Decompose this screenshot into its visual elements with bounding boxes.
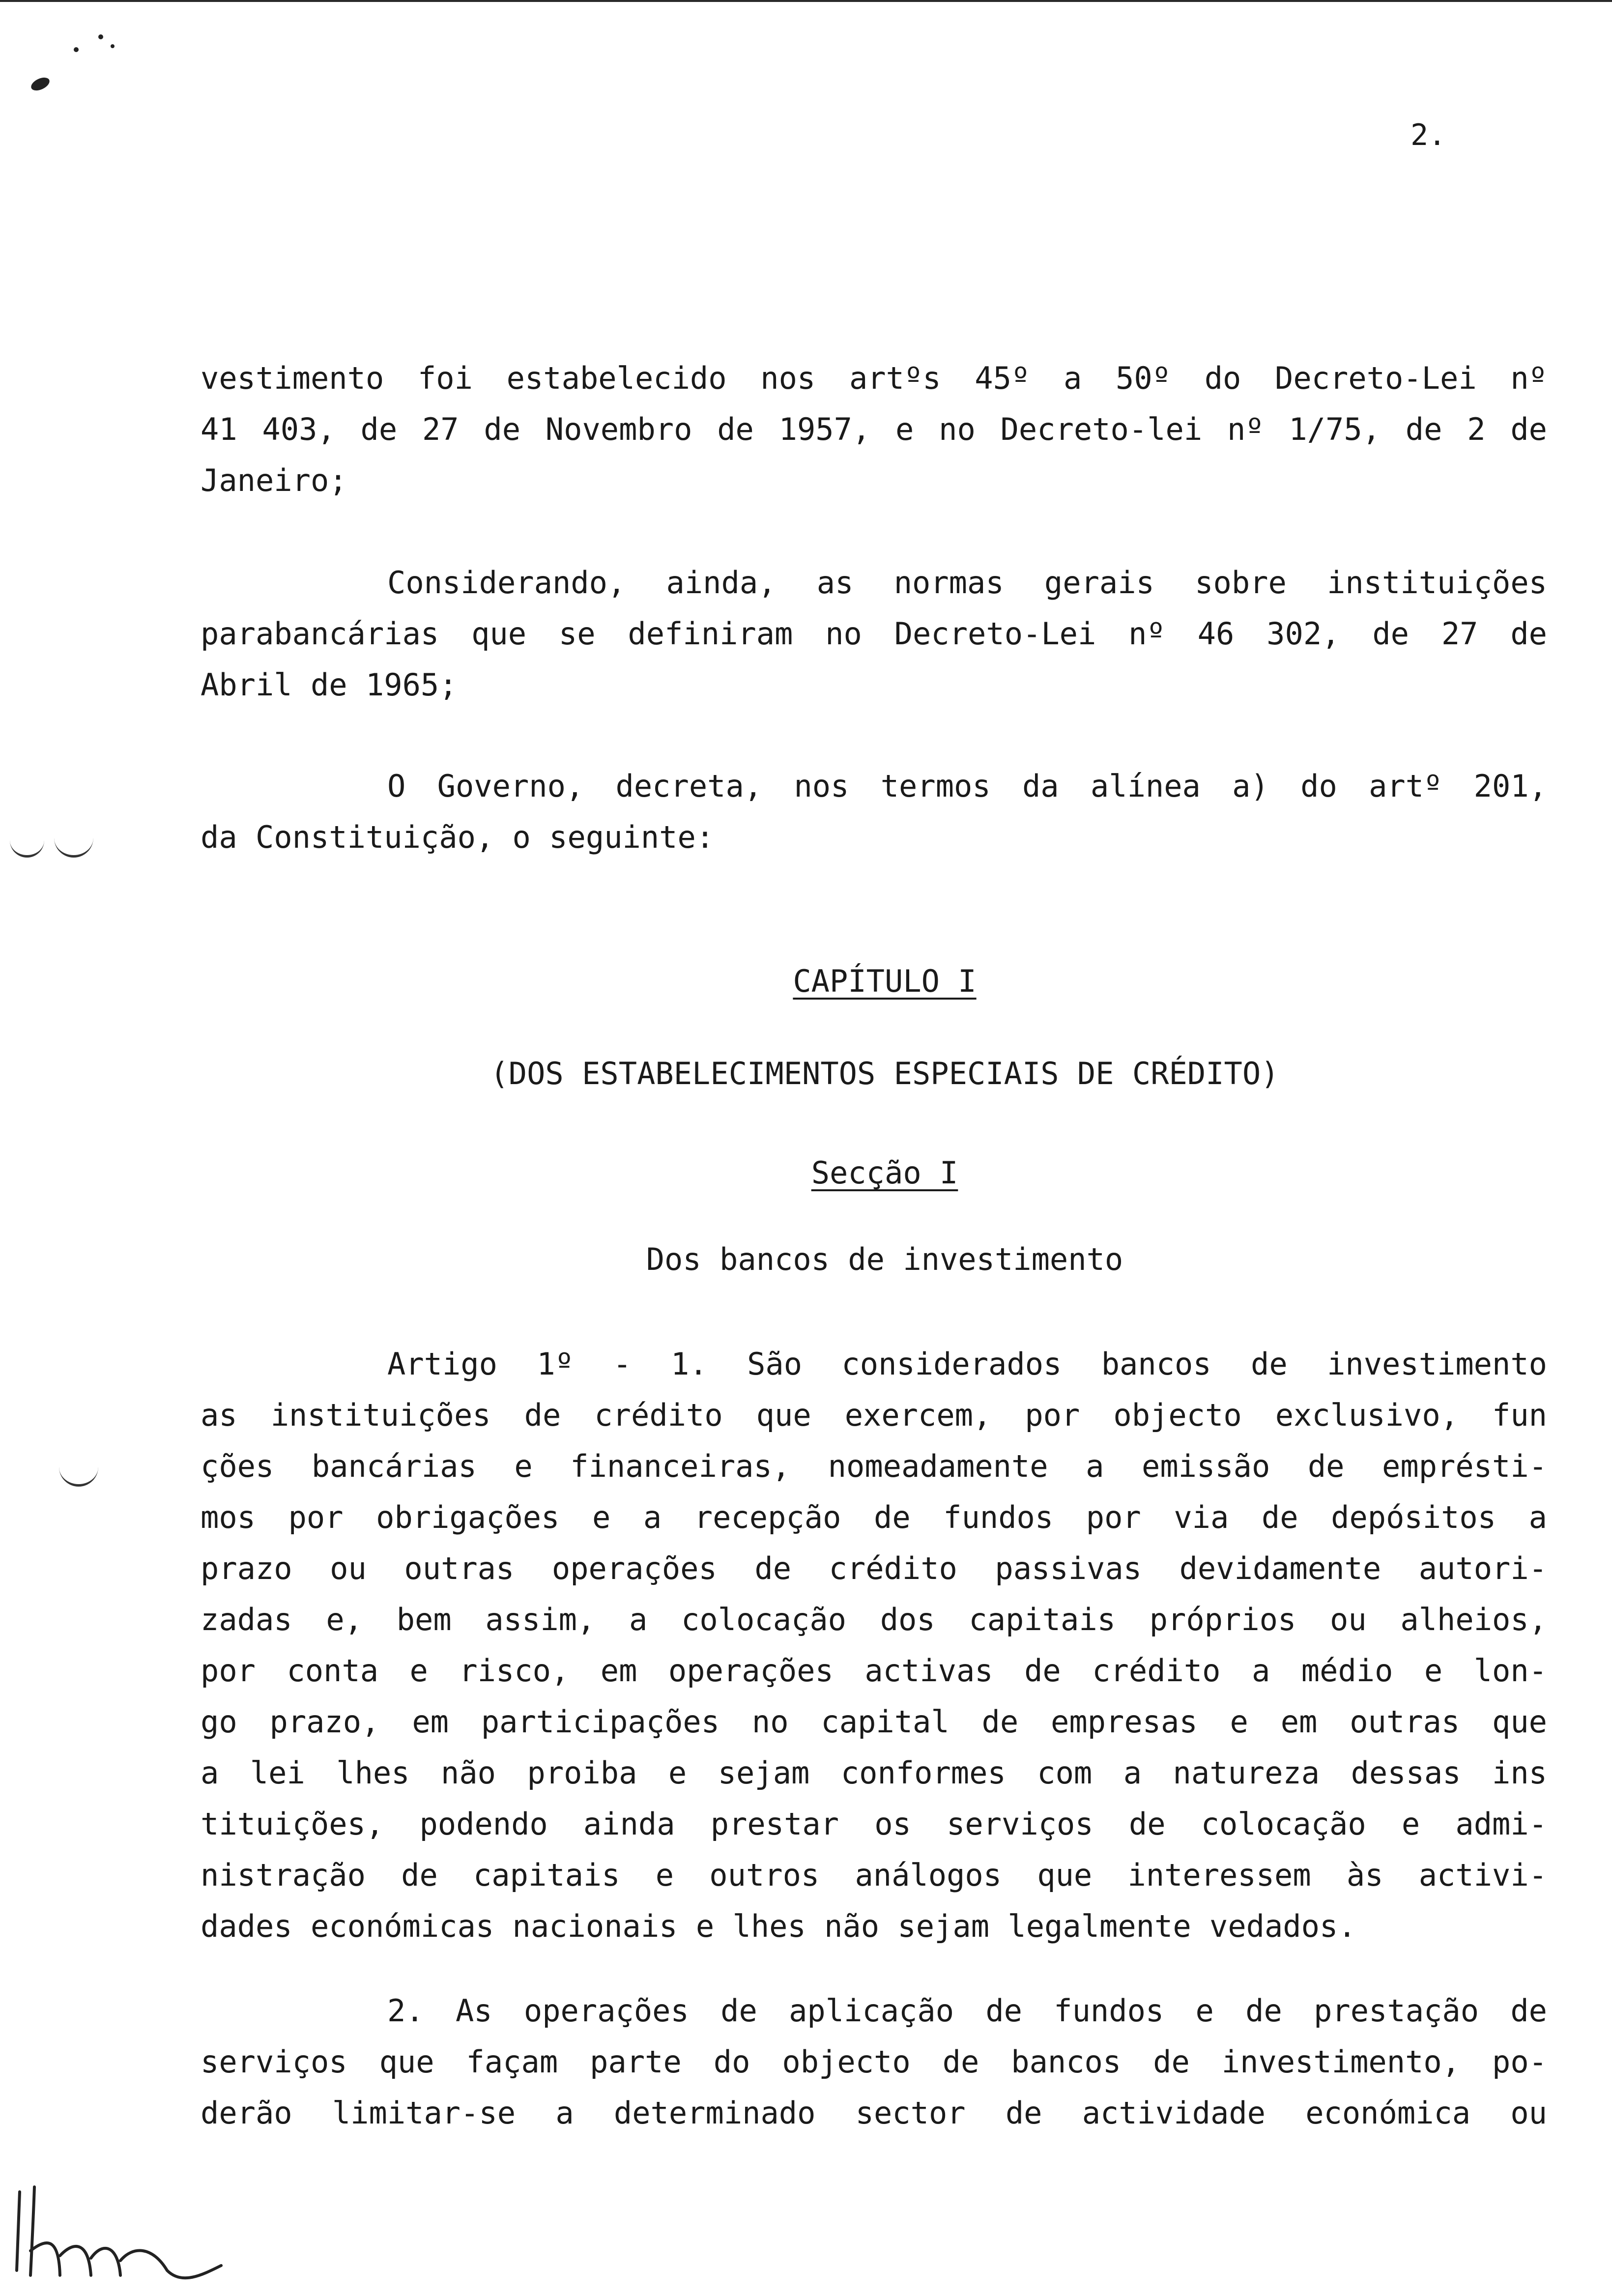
text-line: por conta e risco, em operações activas de crédito a médio e lon- <box>201 1653 1547 1689</box>
text-line: tituições, podendo ainda prestar os serviços de colocação e admi- <box>201 1806 1547 1842</box>
text-line: derão limitar-se a determinado sector de actividade económica ou <box>201 2095 1547 2131</box>
paragraph-governo-decreta <box>201 761 1547 863</box>
text-line: a lei lhes não proiba e sejam conformes com a natureza dessas ins <box>201 1755 1547 1791</box>
text-line: O Governo, decreta, nos termos da alínea a) do artº 201, <box>387 768 1547 804</box>
text-line: Artigo 1º - 1. São considerados bancos de investimento <box>387 1346 1547 1382</box>
paragraph-artigo-1-item-2 <box>201 1985 1547 2139</box>
section-heading <box>79 1155 1612 1191</box>
text-line: zadas e, bem assim, a colocação dos capitais próprios ou alheios, <box>201 1602 1547 1637</box>
text-line: 2. As operações de aplicação de fundos e de prestação de <box>387 1993 1547 2029</box>
scan-speck <box>111 44 115 48</box>
scan-speck <box>74 47 79 52</box>
chapter-heading <box>79 963 1612 999</box>
margin-mark <box>59 1460 98 1487</box>
paragraph-artigo-1 <box>201 1339 1547 1952</box>
text-line: as instituições de crédito que exercem, por objecto exclusivo, fun <box>201 1397 1547 1433</box>
text-line: Janeiro; <box>201 462 347 498</box>
text-line: go prazo, em participações no capital de empresas e em outras que <box>201 1704 1547 1740</box>
text-line: vestimento foi estabelecido nos artºs 45º a 50º do Decreto-Lei nº <box>201 360 1547 396</box>
paragraph-preamble-continuation <box>201 353 1547 506</box>
top-border-line <box>0 0 1612 2</box>
section-label: Secção I <box>811 1155 958 1191</box>
margin-mark <box>54 831 93 858</box>
paragraph-considerando <box>201 557 1547 711</box>
section-title: Dos bancos de investimento <box>646 1241 1123 1277</box>
handwritten-initials <box>5 2177 241 2285</box>
text-line: parabancárias que se definiram no Decreto-Lei nº 46 302, de 27 de <box>201 616 1547 652</box>
text-line: dades económicas nacionais e lhes não sejam legalmente vedados. <box>201 1908 1356 1944</box>
text-line: nistração de capitais e outros análogos que interessem às activi- <box>201 1857 1547 1893</box>
scan-speck <box>98 34 103 39</box>
page-number: 2. <box>1410 118 1446 152</box>
chapter-title: (DOS ESTABELECIMENTOS ESPECIAIS DE CRÉDITO) <box>490 1056 1279 1091</box>
scan-speck <box>29 75 52 93</box>
text-line: da Constituição, o seguinte: <box>201 819 715 855</box>
text-line: mos por obrigações e a recepção de fundos por via de depósitos a <box>201 1499 1547 1535</box>
margin-mark <box>10 835 44 858</box>
text-line: serviços que façam parte do objecto de bancos de investimento, po- <box>201 2044 1547 2080</box>
text-line: 41 403, de 27 de Novembro de 1957, e no Decreto-lei nº 1/75, de 2 de <box>201 411 1547 447</box>
text-line: Considerando, ainda, as normas gerais sobre instituições <box>387 565 1547 601</box>
text-line: prazo ou outras operações de crédito passivas devidamente autori- <box>201 1550 1547 1586</box>
text-line: ções bancárias e financeiras, nomeadamente a emissão de emprésti- <box>201 1448 1547 1484</box>
text-line: Abril de 1965; <box>201 667 458 703</box>
chapter-label: CAPÍTULO I <box>793 963 977 999</box>
